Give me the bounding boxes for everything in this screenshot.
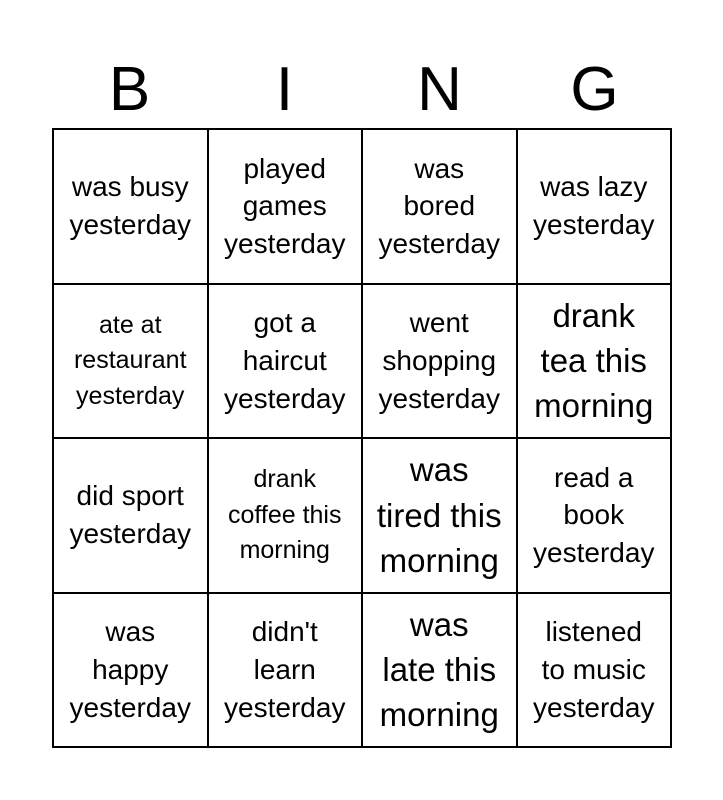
bingo-cell-text [228, 462, 342, 569]
bingo-cell-text [534, 293, 653, 429]
bingo-cell-line: coffee this [227, 500, 342, 529]
bingo-cell-line: morning [534, 387, 654, 425]
bingo-cell-r4-c1[interactable] [54, 594, 209, 749]
bingo-cell-line: shopping [382, 344, 497, 376]
bingo-cell-line: yesterday [533, 691, 655, 723]
bingo-cell-r2-c4[interactable] [518, 285, 673, 440]
bingo-cell-text [379, 150, 500, 263]
bingo-cell-line: was busy [71, 171, 189, 203]
bingo-cell-text [70, 168, 191, 244]
bingo-cell-text [70, 477, 191, 553]
bingo-cell-r1-c3[interactable] [363, 130, 518, 285]
bingo-cell-text [74, 308, 187, 415]
bingo-cell-line: was [409, 605, 469, 643]
bingo-cell-text [224, 613, 345, 726]
bingo-cell-line: haircut [242, 344, 327, 376]
bingo-cell-line: drank [253, 465, 317, 493]
bingo-cell-text [533, 613, 654, 726]
bingo-cell-line: yesterday [224, 382, 346, 414]
bingo-cell-text [377, 447, 502, 583]
bingo-cell-r4-c2[interactable] [209, 594, 364, 749]
bingo-cell-r4-c3[interactable] [363, 594, 518, 749]
bingo-cell-line: restaurant [73, 346, 187, 374]
bingo-cell-text [224, 150, 345, 263]
header-letter-b: B [108, 55, 151, 124]
header-letter-g: G [570, 55, 619, 124]
bingo-cell-line: ate at [98, 310, 162, 339]
bingo-cell-line: drank [552, 296, 636, 334]
header-letter-n: N [417, 55, 462, 124]
bingo-cell-line: yesterday [378, 228, 500, 260]
bingo-cell-line: tea this [540, 342, 647, 380]
bingo-cell-line: yesterday [533, 209, 655, 241]
bingo-cell-line: read a [554, 461, 634, 493]
bingo-cell-r4-c4[interactable] [518, 594, 673, 749]
bingo-cell-line: yesterday [69, 209, 191, 241]
bingo-cell-line: yesterday [224, 691, 346, 723]
bingo-cell-line: book [563, 499, 625, 531]
bingo-cell-line: yesterday [69, 691, 191, 723]
bingo-cell-r1-c2[interactable] [209, 130, 364, 285]
bingo-cell-line: was [414, 152, 465, 184]
bingo-cell-line: listened [545, 616, 642, 648]
bingo-cell-text [380, 602, 499, 738]
bingo-cell-line: bored [403, 190, 476, 222]
bingo-cell-r3-c3[interactable] [363, 439, 518, 594]
bingo-cell-text [70, 613, 191, 726]
bingo-cell-r3-c2[interactable] [209, 439, 364, 594]
bingo-cell-line: yesterday [76, 381, 185, 410]
bingo-cell-text [379, 304, 500, 417]
bingo-cell-line: morning [379, 541, 499, 579]
bingo-cell-line: yesterday [378, 382, 500, 414]
bingo-board [52, 128, 672, 748]
bingo-cell-r1-c4[interactable] [518, 130, 673, 285]
bingo-cell-line: games [242, 190, 327, 222]
bingo-cell-line: was lazy [540, 171, 648, 203]
bingo-cell-r1-c1[interactable] [54, 130, 209, 285]
bingo-cell-text [533, 168, 654, 244]
header-letter-i: I [275, 55, 294, 124]
bingo-header [52, 52, 672, 128]
bingo-cell-line: happy [92, 653, 169, 685]
bingo-cell-line: yesterday [533, 537, 655, 569]
bingo-cell-line: didn't [251, 616, 318, 648]
bingo-cell-r2-c2[interactable] [209, 285, 364, 440]
bingo-cell-line: yesterday [69, 518, 191, 550]
bingo-cell-line: to music [541, 653, 646, 685]
bingo-cell-line: went [409, 307, 469, 339]
bingo-cell-line: was [409, 451, 469, 489]
bingo-cell-line: got a [253, 307, 316, 339]
bingo-cell-line: yesterday [224, 228, 346, 260]
bingo-cell-r2-c3[interactable] [363, 285, 518, 440]
bingo-cell-r3-c4[interactable] [518, 439, 673, 594]
bingo-cell-line: tired this [376, 496, 502, 534]
bingo-cell-line: morning [239, 536, 330, 564]
bingo-cell-r3-c1[interactable] [54, 439, 209, 594]
bingo-cell-text [533, 459, 654, 572]
bingo-cell-r2-c1[interactable] [54, 285, 209, 440]
bingo-cell-line: morning [379, 696, 499, 734]
bingo-cell-line: was [105, 616, 156, 648]
bingo-cell-text [224, 304, 345, 417]
bingo-cell-line: learn [253, 653, 316, 685]
bingo-cell-line: late this [382, 651, 497, 689]
bingo-cell-line: played [243, 152, 326, 184]
bingo-cell-line: did sport [76, 480, 184, 512]
